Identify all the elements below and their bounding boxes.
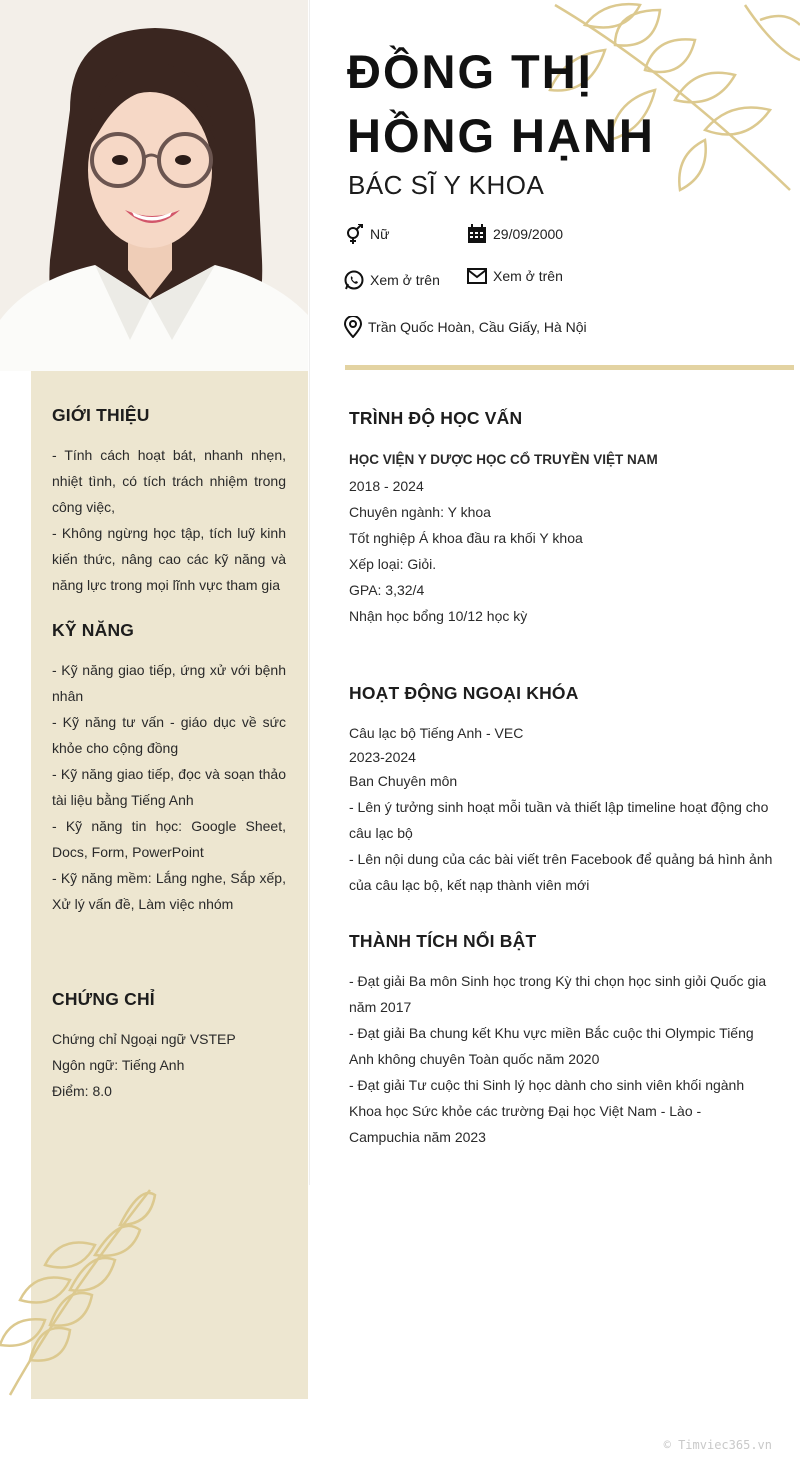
job-title: BÁC SĨ Y KHOA: [348, 170, 545, 200]
gender-value: Nữ: [370, 226, 390, 242]
certificates-section: [52, 989, 286, 1104]
achievements-section: [349, 931, 774, 1150]
phone-info: [344, 270, 440, 290]
education-line: Xếp loại: Giỏi.: [349, 556, 437, 572]
whatsapp-phone-icon: [344, 270, 364, 290]
certificates-heading: CHỨNG CHỈ: [52, 989, 155, 1009]
activity-line: - Lên ý tưởng sinh hoạt mỗi tuần và thiết lập timeline hoạt động cho câu lạc bộ: [349, 799, 769, 841]
activity-line: - Lên nội dung của các bài viết trên Facebook để quảng bá hình ảnh của câu lạc bộ, kết nạp thành viên mới: [349, 851, 773, 893]
school-name: HỌC VIỆN Y DƯỢC HỌC CỔ TRUYỀN VIỆT NAM: [349, 452, 658, 467]
activities-section: [349, 683, 774, 898]
intro-line: - Không ngừng học tập, tích luỹ kinh kiến thức, nâng cao các kỹ năng và năng lực trong mọi lĩnh vực tham gia: [52, 525, 286, 593]
name-line-2: HỒNG HẠNH: [347, 109, 655, 162]
gender-icon: [344, 224, 364, 244]
email-info: [467, 268, 563, 284]
phone-value: Xem ở trên: [370, 272, 440, 288]
profile-photo: [0, 0, 308, 371]
envelope-icon: [467, 268, 487, 284]
skills-heading: KỸ NĂNG: [52, 620, 135, 640]
certificate-item: Chứng chỉ Ngoại ngữ VSTEP: [52, 1031, 236, 1047]
activity-line: Ban Chuyên môn: [349, 773, 458, 789]
gender-info: [344, 224, 389, 244]
map-pin-icon: [344, 316, 362, 338]
email-value: Xem ở trên: [493, 268, 563, 284]
education-heading: TRÌNH ĐỘ HỌC VẤN: [349, 408, 523, 428]
header-divider: [345, 365, 794, 370]
achievement-item: - Đạt giải Ba môn Sinh học trong Kỳ thi chọn học sinh giỏi Quốc gia năm 2017: [349, 973, 767, 1015]
certificate-item: Ngôn ngữ: Tiếng Anh: [52, 1057, 185, 1073]
name-line-1: ĐỒNG THỊ: [347, 45, 593, 98]
activities-heading: HOẠT ĐỘNG NGOẠI KHÓA: [349, 683, 579, 703]
skill-item: - Kỹ năng giao tiếp, đọc và soạn thảo tài liệu bằng Tiếng Anh: [52, 766, 286, 808]
skill-item: - Kỹ năng tư vấn - giáo dục về sức khỏe cho cộng đồng: [52, 714, 286, 756]
skills-section: [52, 620, 286, 917]
intro-section: [52, 405, 286, 598]
address-info: [344, 316, 587, 338]
achievement-item: - Đạt giải Tư cuộc thi Sinh lý học dành cho sinh viên khối ngành Khoa học Sức khỏe các trường Đại học Việt Nam - Lào - Campuchia năm 2023: [349, 1077, 745, 1145]
candidate-name: [347, 40, 655, 168]
education-line: Tốt nghiệp Á khoa đầu ra khối Y khoa: [349, 530, 583, 546]
skill-item: - Kỹ năng giao tiếp, ứng xử với bệnh nhân: [52, 662, 286, 704]
education-line: GPA: 3,32/4: [349, 582, 425, 598]
achievement-item: - Đạt giải Ba chung kết Khu vực miền Bắc cuộc thi Olympic Tiếng Anh không chuyên Toàn quốc năm 2020: [349, 1025, 754, 1067]
skill-item: - Kỹ năng tin học: Google Sheet, Docs, Form, PowerPoint: [52, 818, 286, 860]
calendar-icon: [467, 224, 487, 244]
intro-heading: GIỚI THIỆU: [52, 405, 150, 425]
education-line: Nhận học bổng 10/12 học kỳ: [349, 608, 528, 624]
dob-info: [467, 224, 563, 244]
watermark: © Timviec365.vn: [663, 1438, 772, 1452]
education-section: [349, 408, 774, 629]
address-value: Trần Quốc Hoàn, Cầu Giấy, Hà Nội: [368, 319, 587, 335]
education-line: 2018 - 2024: [349, 478, 424, 494]
activity-line: Câu lạc bộ Tiếng Anh - VEC: [349, 725, 524, 741]
leaf-decoration-bottom-icon: [0, 1185, 160, 1400]
activity-line: 2023-2024: [349, 749, 416, 765]
skill-item: - Kỹ năng mềm: Lắng nghe, Sắp xếp, Xử lý vấn đề, Làm việc nhóm: [52, 870, 286, 912]
column-divider: [309, 0, 310, 1185]
dob-value: 29/09/2000: [493, 226, 564, 242]
intro-line: - Tính cách hoạt bát, nhanh nhẹn, nhiệt tình, có tích trách nhiệm trong công việc,: [52, 447, 286, 515]
certificate-item: Điểm: 8.0: [52, 1083, 112, 1099]
achievements-heading: THÀNH TÍCH NỔI BẬT: [349, 931, 537, 951]
education-line: Chuyên ngành: Y khoa: [349, 504, 491, 520]
